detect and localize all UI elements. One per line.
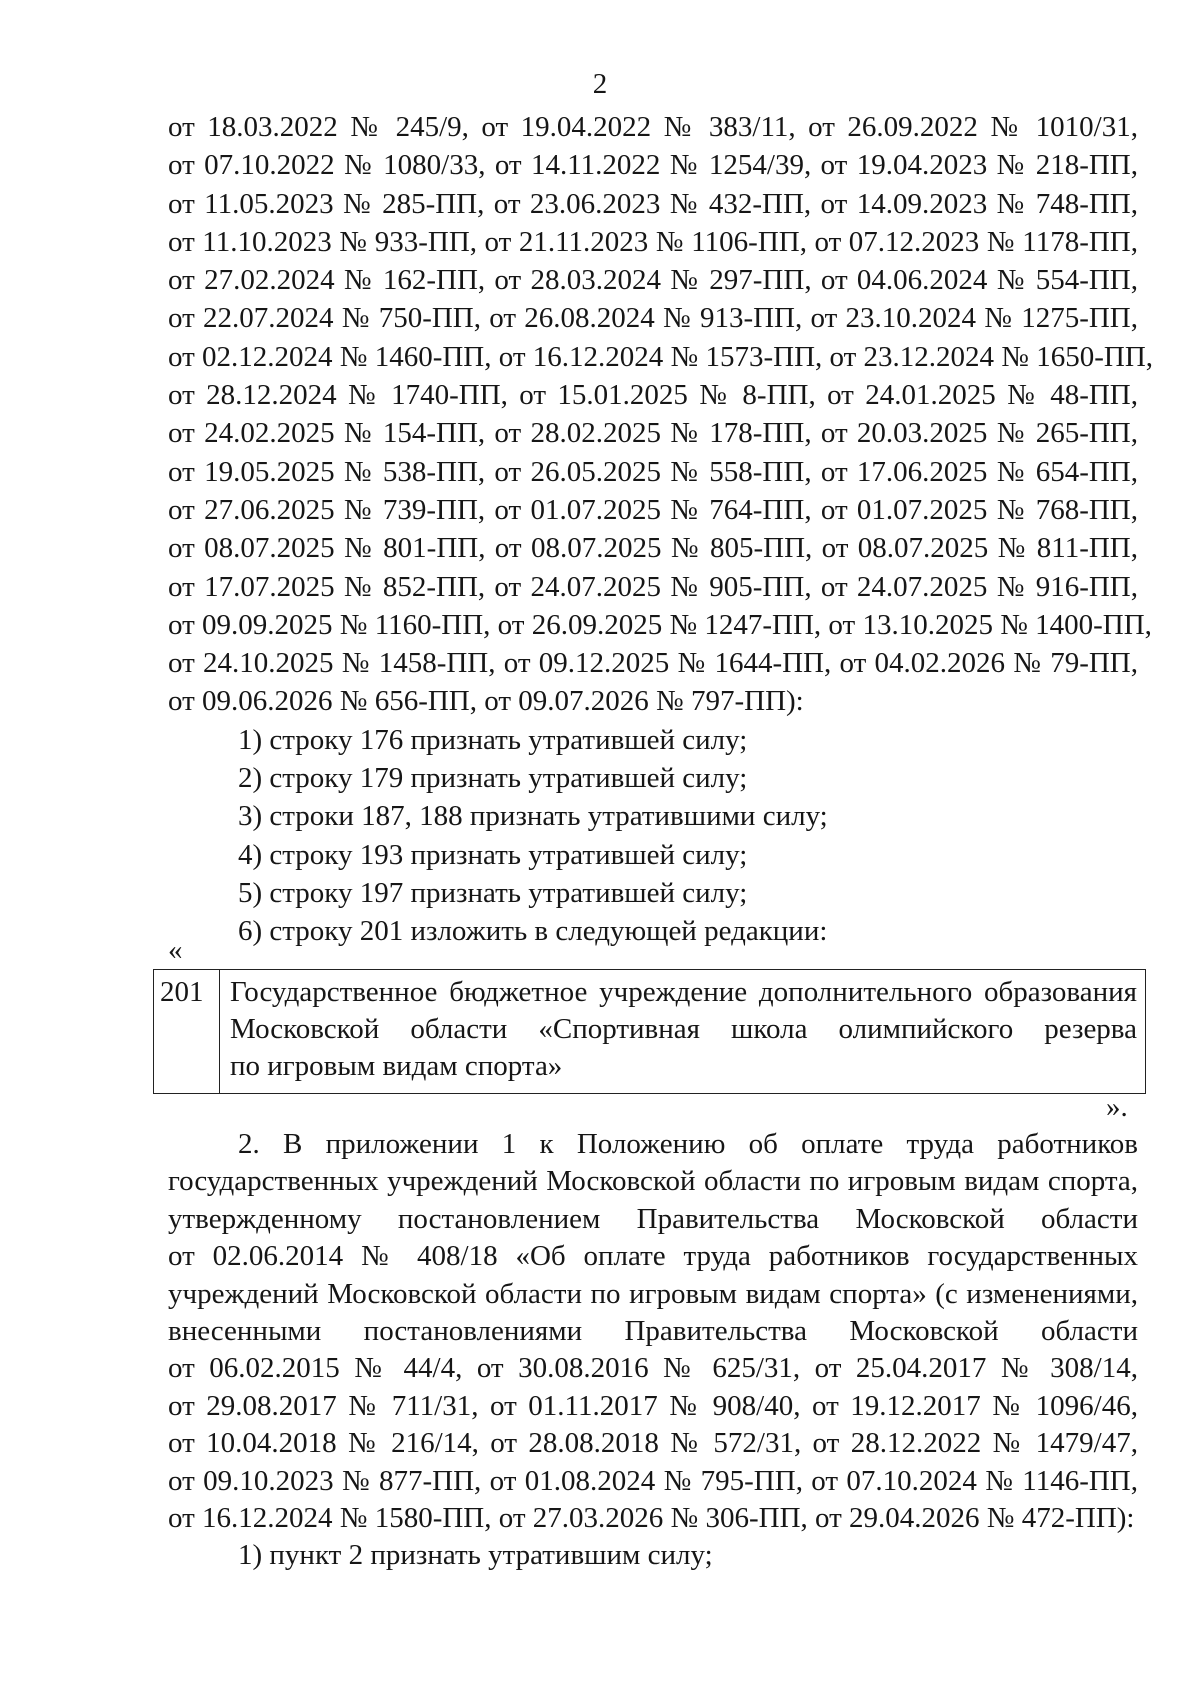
opening-quote: « bbox=[168, 934, 183, 966]
list-item: 4) строку 193 признать утратившей силу; bbox=[238, 838, 748, 871]
text-line: от 10.04.2018 № 216/14, от 28.08.2018 № 572/31, от 28.12.2022 № 1479/47, bbox=[168, 1427, 1138, 1460]
table-text-line: Московской области «Спортивная школа олимпийского резерва bbox=[230, 1013, 1137, 1045]
text-line: от 16.12.2024 № 1580-ПП, от 27.03.2026 № 306-ПП, от 29.04.2026 № 472-ПП): bbox=[168, 1501, 1135, 1534]
text-line: от 08.07.2025 № 801-ПП, от 08.07.2025 № 805-ПП, от 08.07.2025 № 811-ПП, bbox=[168, 532, 1138, 565]
text-line: от 22.07.2024 № 750-ПП, от 26.08.2024 № 913-ПП, от 23.10.2024 № 1275-ПП, bbox=[168, 302, 1138, 335]
text-line: от 29.08.2017 № 711/31, от 01.11.2017 № 908/40, от 19.12.2017 № 1096/46, bbox=[168, 1389, 1138, 1422]
text-line: от 27.06.2025 № 739-ПП, от 01.07.2025 № 764-ПП, от 01.07.2025 № 768-ПП, bbox=[168, 493, 1138, 526]
text-line: от 07.10.2022 № 1080/33, от 14.11.2022 № 1254/39, от 19.04.2023 № 218-ПП, bbox=[168, 149, 1138, 182]
table-text-line: по игровым видам спорта» bbox=[230, 1050, 563, 1082]
text-line: от 27.02.2024 № 162-ПП, от 28.03.2024 № 297-ПП, от 04.06.2024 № 554-ПП, bbox=[168, 264, 1138, 297]
text-line: от 24.10.2025 № 1458-ПП, от 09.12.2025 № 1644-ПП, от 04.02.2026 № 79-ПП, bbox=[168, 647, 1138, 680]
text-line: от 18.03.2022 № 245/9, от 19.04.2022 № 383/11, от 26.09.2022 № 1010/31, bbox=[168, 111, 1138, 143]
text-line: от 06.02.2015 № 44/4, от 30.08.2016 № 625/31, от 25.04.2017 № 308/14, bbox=[168, 1352, 1138, 1385]
text-line: от 02.12.2024 № 1460-ПП, от 16.12.2024 № 1573-ПП, от 23.12.2024 № 1650-ПП, bbox=[168, 340, 1154, 373]
section-2-block bbox=[168, 1126, 1138, 1575]
text-line: от 17.07.2025 № 852-ПП, от 24.07.2025 № 905-ПП, от 24.07.2025 № 916-ПП, bbox=[168, 570, 1138, 603]
text-line: утвержденному постановлением Правительства Московской области bbox=[168, 1202, 1138, 1235]
text-line: от 02.06.2014 № 408/18 «Об оплате труда работников государственных bbox=[168, 1240, 1138, 1273]
page-number: 2 bbox=[592, 68, 608, 100]
table-institution-name bbox=[220, 970, 1145, 1093]
list-item: 3) строки 187, 188 признать утратившими силу; bbox=[238, 800, 828, 833]
text-line: от 28.12.2024 № 1740-ПП, от 15.01.2025 № 8-ПП, от 24.01.2025 № 48-ПП, bbox=[168, 379, 1138, 412]
text-line: учреждений Московской области по игровым видам спорта» (с изменениями, bbox=[168, 1277, 1138, 1310]
text-line: от 19.05.2025 № 538-ПП, от 26.05.2025 № 558-ПП, от 17.06.2025 № 654-ПП, bbox=[168, 455, 1138, 488]
text-line: от 09.06.2026 № 656-ПП, от 09.07.2026 № 797-ПП): bbox=[168, 685, 804, 718]
text-line: от 09.09.2025 № 1160-ПП, от 26.09.2025 № 1247-ПП, от 13.10.2025 № 1400-ПП, bbox=[168, 608, 1152, 641]
list-item: 1) пункт 2 признать утратившим силу; bbox=[238, 1539, 713, 1572]
table-text-line: Государственное бюджетное учреждение дополнительного образования bbox=[230, 976, 1137, 1008]
text-line: от 11.05.2023 № 285-ПП, от 23.06.2023 № 432-ПП, от 14.09.2023 № 748-ПП, bbox=[168, 187, 1138, 220]
text-line: внесенными постановлениями Правительства Московской области bbox=[168, 1314, 1138, 1347]
list-item: 5) строку 197 признать утратившей силу; bbox=[238, 876, 748, 909]
table-row-number: 201 bbox=[154, 970, 220, 1093]
list-item: 6) строку 201 изложить в следующей редакции: bbox=[238, 915, 828, 948]
list-item: 2) строку 179 признать утратившей силу; bbox=[238, 762, 748, 795]
text-line: от 11.10.2023 № 933-ПП, от 21.11.2023 № 1106-ПП, от 07.12.2023 № 1178-ПП, bbox=[168, 225, 1138, 258]
amendment-table bbox=[153, 969, 1146, 1094]
list-item: 1) строку 176 признать утратившей силу; bbox=[238, 723, 748, 756]
text-line: от 09.10.2023 № 877-ПП, от 01.08.2024 № 795-ПП, от 07.10.2024 № 1146-ПП, bbox=[168, 1464, 1138, 1497]
resolution-references-block bbox=[168, 108, 1154, 951]
closing-quote: ». bbox=[1106, 1091, 1128, 1123]
text-line: 2. В приложении 1 к Положению об оплате труда работников bbox=[238, 1128, 1138, 1160]
text-line: государственных учреждений Московской области по игровым видам спорта, bbox=[168, 1165, 1138, 1198]
text-line: от 24.02.2025 № 154-ПП, от 28.02.2025 № 178-ПП, от 20.03.2025 № 265-ПП, bbox=[168, 417, 1138, 450]
